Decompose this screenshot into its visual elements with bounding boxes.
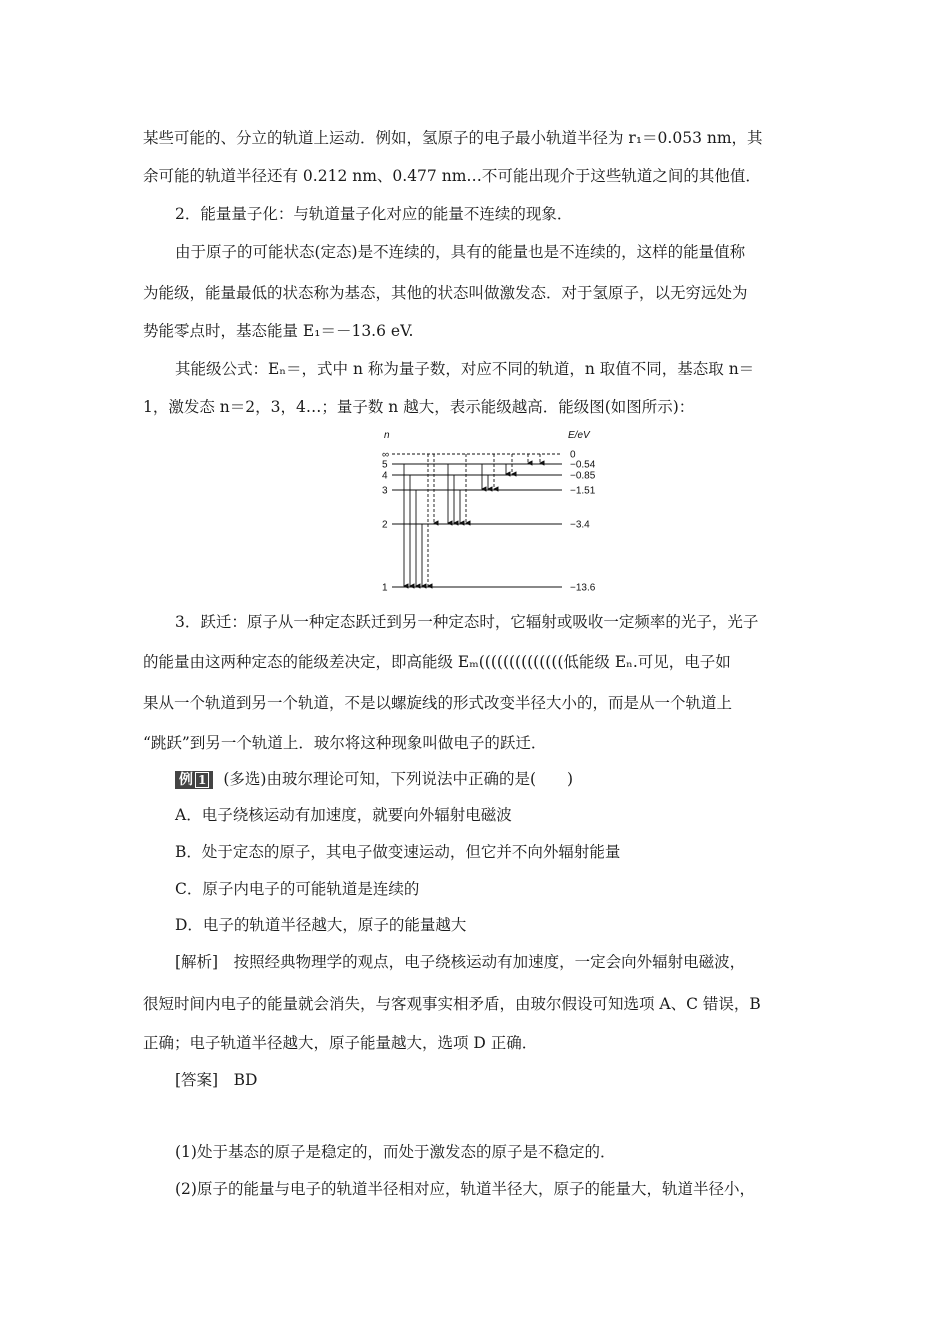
paragraph-line: 势能零点时，基态能量 E₁＝－13.6 eV. <box>143 322 414 340</box>
level-n-label: ∞ <box>382 449 390 461</box>
example-question <box>175 769 573 789</box>
option-d: D．电子的轨道半径越大，原子的能量越大 <box>175 916 467 934</box>
n-axis-header: n <box>384 430 390 441</box>
level-energy-label: −3.4 <box>570 519 590 531</box>
analysis-line: 很短时间内电子的能量就会消失，与客观事实相矛盾，由玻尔假设可知选项 A、C 错误，B <box>143 995 761 1013</box>
paragraph-line: “跳跃”到另一个轨道上．玻尔将这种现象叫做电子的跃迁． <box>143 734 547 752</box>
example-badge: 例 1 <box>175 771 213 789</box>
paragraph-line: 由于原子的可能状态(定态)是不连续的，具有的能量也是不连续的，这样的能量值称 <box>175 243 746 261</box>
level-energy-label: −0.54 <box>570 459 596 471</box>
level-n-label: 3 <box>382 485 388 497</box>
energy-level-diagram <box>362 428 602 598</box>
paragraph-line: 1，激发态 n＝2，3，4…；量子数 n 越大，表示能级越高．能级图(如图所示)： <box>143 398 695 416</box>
answer: [答案] BD <box>175 1071 258 1089</box>
paragraph-line: 余可能的轨道半径还有 0.212 nm、0.477 nm…不可能出现介于这些轨道之间的其他值． <box>143 167 761 185</box>
analysis-line: [解析] 按照经典物理学的观点，电子绕核运动有加速度，一定会向外辐射电磁波， <box>175 953 746 971</box>
level-n-label: 2 <box>382 519 388 531</box>
paragraph-line: 2．能量量子化：与轨道量子化对应的能量不连续的现象． <box>175 205 573 223</box>
note-line: (1)处于基态的原子是稳定的，而处于激发态的原子是不稳定的． <box>175 1143 616 1161</box>
note-line: (2)原子的能量与电子的轨道半径相对应，轨道半径大，原子的能量大，轨道半径小， <box>175 1180 755 1198</box>
paragraph-line: 为能级，能量最低的状态称为基态，其他的状态叫做激发态．对于氢原子，以无穷远处为 <box>143 284 748 302</box>
option-b: B．处于定态的原子，其电子做变速运动，但它并不向外辐射能量 <box>175 843 621 861</box>
energy-axis-header: E/eV <box>568 430 590 441</box>
option-c: C．原子内电子的可能轨道是连续的 <box>175 880 420 898</box>
level-n-label: 4 <box>382 470 388 482</box>
level-n-label: 1 <box>382 582 388 594</box>
level-energy-label: −13.6 <box>570 582 596 594</box>
analysis-line: 正确；电子轨道半径越大，原子能量越大，选项 D 正确． <box>143 1034 538 1052</box>
paragraph-line: 的能量由这两种定态的能级差决定，即高能级 Eₘ((((((((((((((低能级 Eₙ.可见，电子如 <box>143 653 731 671</box>
level-energy-label: 0 <box>570 449 576 461</box>
question-text: (多选)由玻尔理论可知，下列说法中正确的是( ) <box>223 770 574 788</box>
level-n-label: 5 <box>382 459 388 471</box>
paragraph-line: 其能级公式：Eₙ＝，式中 n 称为量子数，对应不同的轨道，n 取值不同，基态取 n＝ <box>175 360 755 378</box>
paragraph-line: 果从一个轨道到另一个轨道，不是以螺旋线的形式改变半径大小的，而是从一个轨道上 <box>143 694 733 712</box>
level-energy-label: −1.51 <box>570 485 596 497</box>
paragraph-line: 某些可能的、分立的轨道上运动．例如，氢原子的电子最小轨道半径为 r₁＝0.053 nm，其 <box>143 129 763 147</box>
option-a: A．电子绕核运动有加速度，就要向外辐射电磁波 <box>175 806 512 824</box>
level-energy-label: −0.85 <box>570 470 596 482</box>
paragraph-line: 3．跃迁：原子从一种定态跃迁到另一种定态时，它辐射或吸收一定频率的光子，光子 <box>175 613 759 631</box>
